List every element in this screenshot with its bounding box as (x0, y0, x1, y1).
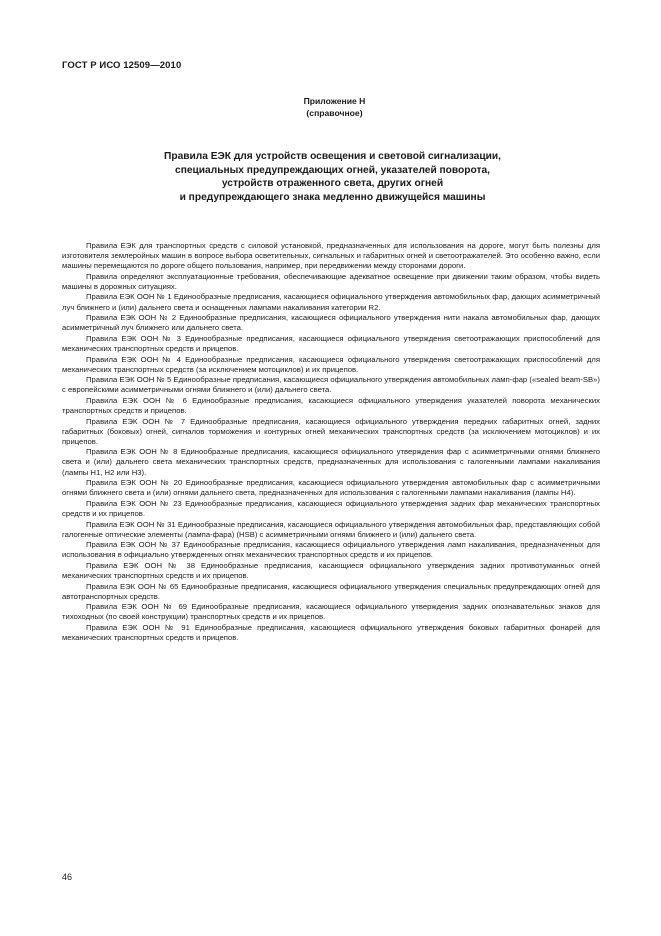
regulation-paragraph: Правила ЕЭК ООН № 91 Единообразные предписания, касающиеся официального утверждения боковых габаритных фонарей для механических транспортных средств и прицепов. (62, 622, 600, 643)
section-title-line: и предупреждающего знака медленно движущейся машины (179, 191, 486, 203)
regulation-paragraph: Правила ЕЭК ООН № 4 Единообразные предписания, касающиеся официального утверждения светоотражающих приспособлений для механических транспортных средств (за исключением мотоциклов) и их прицепов. (62, 354, 600, 374)
regulation-paragraph: Правила ЕЭК ООН № 20 Единообразные предписания, касающиеся официального утверждения автомобильных фар с асимметричными огнями ближнего света и (или) огнями дальнего света, предназначенных для использования с галогенными лампами накаливания (лампы H4). (62, 478, 600, 498)
regulation-paragraph: Правила ЕЭК ООН № 65 Единообразные предписания, касающиеся официального утверждения специальных предупреждающих огней для автотранспортных средств. (62, 581, 600, 601)
regulation-paragraph: Правила ЕЭК ООН № 2 Единообразные предписания, касающиеся официального утверждения нити накала автомобильных фар, дающих асимметричный луч ближнего или дальнего света. (62, 313, 600, 333)
regulation-paragraph: Правила ЕЭК ООН № 69 Единообразные предписания, касающиеся официального утверждения задних опознавательных знаков для тихоходных (по своей конструкции) транспортных средств и их прицепов. (62, 602, 600, 622)
section-title-line: специальных предупреждающих огней, указателей поворота, (175, 164, 490, 176)
regulation-paragraph: Правила ЕЭК ООН № 31 Единообразные предписания, касающиеся официального утверждения автомобильных фар, представляющих собой галогенные оптические элементы (лампа-фара) (HSB) с асимметричными огнями ближнего и (или) дальнего света. (62, 519, 600, 539)
section-title-line: устройств отраженного света, других огней (221, 178, 444, 189)
standard-header: ГОСТ Р ИСО 12509—2010 (62, 60, 182, 71)
regulation-paragraph: Правила ЕЭК ООН № 1 Единообразные предписания, касающиеся официального утверждения автомобильных фар, дающих асимметричный луч ближнего и (или) дальнего света и оснащенных лампами накаливания категории R2. (62, 292, 600, 312)
intro-paragraph: Правила ЕЭК для транспортных средств с силовой установкой, предназначенных для использования на дороге, могут быть полезны для изготовителя землеройных машин в вопросе выбора осветительных, сигнальных и габаритных огней и светоотражателей. Это особенно важно, если машины перемещаются по дороге общего пользования, например, при передвижении между сторонами дороги. (62, 241, 600, 271)
regulation-paragraph: Правила ЕЭК ООН № 23 Единообразные предписания, касающиеся официального утверждения задних фар механических транспортных средств и их прицепов. (62, 498, 600, 518)
appendix-title: Приложение Н (303, 96, 366, 106)
appendix-subtitle: (справочное) (306, 108, 363, 118)
section-title-line: Правила ЕЭК для устройств освещения и световой сигнализации, (164, 151, 501, 162)
appendix-heading (0, 95, 661, 119)
regulation-paragraph: Правила ЕЭК ООН № 7 Единообразные предписания, касающиеся официального утверждения передних габаритных огней, задних габаритных (боковых) огней, сигналов торможения и контурных огней механических транспортных средств (за исключением мотоциклов) и их прицепов. (62, 416, 600, 446)
page-number: 46 (62, 872, 73, 882)
intro-paragraph: Правила определяют эксплуатационные требования, обеспечивающие адекватное освещение при движении таким образом, чтобы видеть машины в дорожных ситуациях. (62, 271, 600, 291)
regulation-paragraph: Правила ЕЭК ООН № 3 Единообразные предписания, касающиеся официального утверждения светоотражающих приспособлений для механических транспортных средств и прицепов. (62, 333, 600, 353)
regulation-paragraph: Правила ЕЭК ООН № 6 Единообразные предписания, касающиеся официального утверждения указателей поворота механических транспортных средств и прицепов. (62, 395, 600, 415)
section-title (0, 150, 661, 204)
regulation-paragraph: Правила ЕЭК ООН № 38 Единообразные предписания, касающиеся официального утверждения задних противотуманных огней механических транспортных средств и их прицепов. (62, 560, 600, 580)
body-text (62, 241, 600, 644)
regulation-paragraph: Правила ЕЭК ООН № 8 Единообразные предписания, касающиеся официального утверждения фар с асимметричными огнями ближнего света и (или) дальнего света механических транспортных средств, предназначенных для использования с галогенными лампами накаливания (лампы H1, H2 или H3). (62, 447, 600, 477)
regulation-paragraph: Правила ЕЭК ООН № 37 Единообразные предписания, касающиеся официального утверждения ламп накаливания, предназначенных для использования в официально утвержденных огнях механических транспортных средств и их прицепов. (62, 540, 600, 560)
regulation-paragraph: Правила ЕЭК ООН № 5 Единообразные предписания, касающиеся официального утверждения автомобильных ламп-фар («sealed beam-SB») с европейскими асимметричными огнями ближнего и (или) дальнего света. (62, 375, 600, 395)
